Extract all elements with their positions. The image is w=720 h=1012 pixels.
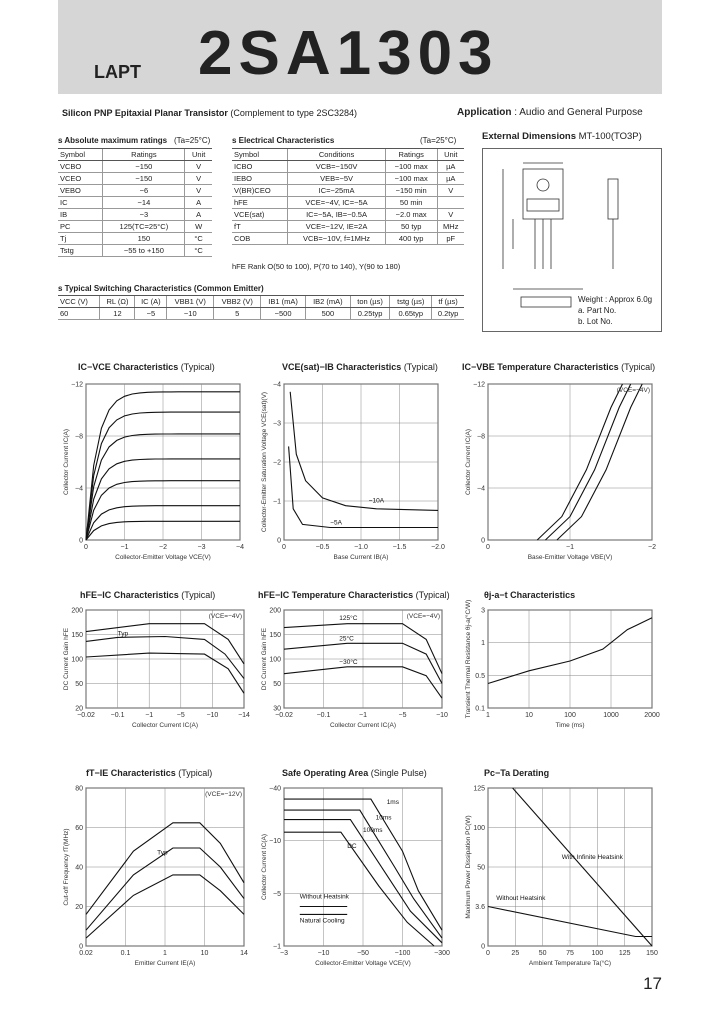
- table-cell: −2.0 max: [385, 209, 437, 221]
- curve-label: 25°C: [339, 635, 354, 643]
- external-dimensions-title: External Dimensions MT-100(TO3P): [482, 131, 642, 142]
- curve-label: −10A: [368, 497, 385, 505]
- y-tick-label: 50: [75, 681, 83, 688]
- y-tick-label: −3: [273, 420, 281, 428]
- abs-max-table: [58, 148, 212, 257]
- y-tick-label: −2: [273, 459, 281, 467]
- x-tick-label: −0.02: [275, 712, 293, 719]
- data-curve: [290, 392, 438, 511]
- y-tick-label: 20: [75, 904, 83, 911]
- x-tick-label: −0.1: [316, 712, 331, 719]
- x-tick-label: −1.5: [392, 544, 407, 551]
- table-cell: 12: [100, 308, 135, 320]
- curve-label: Natural Cooling: [299, 917, 345, 925]
- curve-label: −30°C: [339, 658, 358, 666]
- y-tick-label: 200: [269, 607, 281, 615]
- table-cell: V: [437, 209, 464, 221]
- table-header: VCC (V): [58, 296, 100, 308]
- table-header: IB1 (mA): [261, 296, 306, 308]
- table-row: [58, 197, 212, 209]
- switching-title: s Typical Switching Characteristics (Common Emitter): [58, 284, 264, 293]
- curve-label: 100ms: [363, 827, 383, 835]
- y-axis-label: Transient Thermal Resistance θj-a(°C/W): [465, 599, 472, 719]
- table-cell: −14: [103, 197, 185, 209]
- y-axis-label: Cut-off Frequency fT(MHz): [63, 828, 70, 906]
- table-cell: fT: [232, 221, 288, 233]
- table-row: [58, 221, 212, 233]
- y-tick-label: −4: [273, 381, 281, 389]
- table-cell: °C: [185, 245, 212, 257]
- y-tick-label: −12: [71, 381, 83, 389]
- y-tick-label: 50: [477, 864, 485, 872]
- table-header: RL (Ω): [100, 296, 135, 308]
- table-cell: A: [185, 209, 212, 221]
- x-tick-label: 10: [525, 712, 533, 719]
- chart8-title: Safe Operating Area (Single Pulse): [282, 768, 427, 778]
- table-cell: Tstg: [58, 245, 103, 257]
- chart-condition: (VCE=−12V): [205, 791, 242, 798]
- table-row: [232, 233, 464, 245]
- x-tick-label: −1: [359, 712, 367, 719]
- x-axis-label: Time (ms): [555, 722, 585, 729]
- switching-table: [58, 295, 464, 320]
- curve-label: Typ: [117, 630, 129, 638]
- table-cell: 125(TC=25°C): [103, 221, 185, 233]
- hfe-rank: hFE Rank O(50 to 100), P(70 to 140), Y(90 to 180): [232, 262, 401, 271]
- table-header: Unit: [185, 149, 212, 161]
- chart7-title: fT−IE Characteristics (Typical): [86, 768, 213, 778]
- x-tick-label: 150: [646, 950, 658, 957]
- y-axis-label: Collector Current IC(A): [261, 833, 268, 901]
- x-tick-label: 1000: [603, 712, 619, 719]
- y-tick-label: −8: [75, 433, 83, 441]
- table-cell: IC=−25mA: [288, 185, 386, 197]
- table-row: [58, 233, 212, 245]
- x-tick-label: −1: [145, 712, 154, 719]
- chart1-title: IC−VCE Characteristics (Typical): [78, 362, 215, 372]
- x-tick-label: −10: [317, 950, 330, 957]
- x-tick-label: −2: [159, 544, 167, 551]
- x-axis-label: Base Current IB(A): [333, 554, 389, 561]
- y-tick-label: −5: [273, 890, 281, 898]
- elec-table: [232, 148, 464, 245]
- table-cell: −150: [103, 173, 185, 185]
- table-header: Unit: [437, 149, 464, 161]
- table-row: [232, 221, 464, 233]
- x-tick-label: 75: [566, 950, 574, 957]
- y-axis-label: Maximum Power Dissipation PC(W): [465, 815, 472, 919]
- elec-condition: (Ta=25°C): [420, 136, 457, 145]
- data-curve: [545, 384, 630, 540]
- curve-label: 10ms: [375, 814, 392, 822]
- x-tick-label: 100: [591, 950, 604, 957]
- x-tick-label: 0: [282, 544, 286, 551]
- table-cell: IEBO: [232, 173, 288, 185]
- chart-vcesat-ib: [256, 372, 446, 562]
- curve-label: DC: [347, 843, 357, 851]
- title-banner: [58, 0, 662, 94]
- table-header: IB2 (mA): [305, 296, 350, 308]
- x-tick-label: 0: [486, 544, 490, 551]
- chart-condition: (VCE=−4V): [208, 613, 242, 620]
- y-tick-label: 0: [481, 537, 485, 545]
- table-cell: V: [185, 173, 212, 185]
- x-tick-label: 100: [564, 712, 576, 719]
- y-tick-label: 20: [75, 705, 83, 713]
- x-tick-label: −300: [434, 950, 450, 957]
- chart-pc-ta: [460, 776, 660, 968]
- y-tick-label: 3.6: [475, 904, 485, 911]
- x-axis-label: Base-Emitter Voltage VBE(V): [527, 554, 613, 561]
- table-cell: IC: [58, 197, 103, 209]
- x-tick-label: −0.02: [77, 712, 95, 719]
- table-header: tf (µs): [432, 296, 464, 308]
- table-row: [58, 308, 464, 320]
- chart4-title: hFE−IC Characteristics (Typical): [80, 590, 216, 600]
- x-tick-label: −1: [120, 544, 129, 551]
- table-cell: 0.65typ: [390, 308, 432, 320]
- table-cell: VCE=−12V, IE=2A: [288, 221, 386, 233]
- chart-soa: [256, 776, 450, 968]
- table-cell: 400 typ: [385, 233, 437, 245]
- y-tick-label: 40: [75, 864, 83, 872]
- chart-ic-vce: [58, 372, 248, 562]
- x-tick-label: −2.0: [431, 544, 445, 551]
- y-axis-label: DC Current Gain hFE: [63, 627, 70, 691]
- page-number: 17: [643, 974, 662, 993]
- x-tick-label: −5: [398, 712, 407, 719]
- y-tick-label: 0: [481, 943, 485, 951]
- table-cell: IC=−5A, IB=−0.5A: [288, 209, 386, 221]
- y-tick-label: −8: [477, 433, 485, 441]
- x-tick-label: 14: [240, 950, 248, 957]
- y-tick-label: 60: [75, 825, 83, 832]
- x-axis-label: Emitter Current IE(A): [134, 960, 196, 967]
- table-cell: −55 to +150: [103, 245, 185, 257]
- chart-hfe-ic-temp: [256, 598, 450, 730]
- chart-ft-ie: [58, 776, 252, 968]
- elec-title: s Electrical Characteristics: [232, 136, 335, 145]
- table-row: [232, 197, 464, 209]
- table-cell: −3: [103, 209, 185, 221]
- application-line: Application : Audio and General Purpose: [457, 107, 643, 118]
- y-tick-label: 100: [269, 656, 281, 664]
- x-tick-label: 0.02: [79, 950, 93, 957]
- table-cell: −10: [167, 308, 214, 320]
- curve-label: Without Heatsink: [496, 895, 546, 903]
- chart9-title: Pc−Ta Derating: [484, 768, 550, 778]
- x-tick-label: 25: [511, 950, 520, 957]
- table-cell: MHz: [437, 221, 464, 233]
- y-tick-label: 100: [71, 656, 83, 664]
- curve-label: Without Heatsink: [299, 893, 349, 901]
- table-cell: VCE(sat): [232, 209, 288, 221]
- table-cell: VCE=−4V, IC=−5A: [288, 197, 386, 209]
- table-cell: µA: [437, 161, 464, 173]
- table-cell: VCB=−10V, f=1MHz: [288, 233, 386, 245]
- table-row: [232, 185, 464, 197]
- x-tick-label: 0.1: [120, 950, 131, 957]
- curve-label: 125°C: [339, 614, 358, 622]
- table-cell: −500: [261, 308, 306, 320]
- table-cell: IB: [58, 209, 103, 221]
- table-cell: V: [437, 185, 464, 197]
- table-cell: PC: [58, 221, 103, 233]
- y-tick-label: −4: [75, 485, 83, 493]
- table-cell: ICBO: [232, 161, 288, 173]
- table-row: [58, 185, 212, 197]
- y-tick-label: 0: [79, 943, 83, 951]
- x-tick-label: −0.5: [315, 544, 330, 551]
- table-header: VBB1 (V): [167, 296, 214, 308]
- x-axis-label: Collector-Emitter Voltage VCE(V): [115, 554, 211, 561]
- table-cell: hFE: [232, 197, 288, 209]
- x-tick-label: −50: [357, 950, 369, 957]
- table-cell: −5: [135, 308, 167, 320]
- data-curve: [284, 832, 434, 946]
- y-tick-label: −1: [273, 943, 281, 951]
- y-tick-label: −12: [473, 381, 485, 389]
- x-tick-label: 1: [163, 950, 167, 957]
- table-cell: 50 typ: [385, 221, 437, 233]
- table-cell: µA: [437, 173, 464, 185]
- table-cell: 150: [103, 233, 185, 245]
- table-cell: −150 min: [385, 185, 437, 197]
- y-axis-label: Collector-Emitter Saturation Voltage VCE(sat)(V): [261, 391, 268, 533]
- x-tick-label: −0.1: [110, 712, 125, 719]
- x-axis-label: Collector Current IC(A): [329, 722, 397, 729]
- table-cell: COB: [232, 233, 288, 245]
- table-header: ton (µs): [350, 296, 390, 308]
- table-header: Conditions: [288, 149, 386, 161]
- data-curve: [86, 624, 244, 664]
- x-tick-label: 0: [486, 950, 490, 957]
- table-cell: −100 max: [385, 173, 437, 185]
- chart-hfe-ic: [58, 598, 252, 730]
- table-cell: A: [185, 197, 212, 209]
- table-cell: VEB=−5V: [288, 173, 386, 185]
- series-label: LAPT: [94, 62, 141, 82]
- y-tick-label: 150: [269, 632, 281, 639]
- y-tick-label: 150: [71, 632, 83, 639]
- x-tick-label: −10: [436, 712, 448, 719]
- x-tick-label: −1: [566, 544, 574, 551]
- chart-condition: (VCE=−4V): [616, 387, 650, 394]
- table-row: [58, 173, 212, 185]
- y-tick-label: 125: [473, 785, 485, 793]
- y-tick-label: 0.1: [475, 705, 485, 713]
- chart3-title: IC−VBE Temperature Characteristics (Typical): [462, 362, 656, 372]
- x-tick-label: −3: [197, 544, 206, 551]
- y-axis-label: Collector Current IC(A): [465, 428, 472, 496]
- x-tick-label: 50: [538, 950, 547, 957]
- y-tick-label: 50: [273, 681, 281, 688]
- x-tick-label: −10: [206, 712, 219, 719]
- table-header: tstg (µs): [390, 296, 432, 308]
- table-cell: 50 min: [385, 197, 437, 209]
- abs-max-condition: (Ta=25°C): [174, 136, 211, 145]
- part-number: 2SA1303: [198, 19, 499, 88]
- table-cell: W: [185, 221, 212, 233]
- table-row: [232, 161, 464, 173]
- y-tick-label: 3: [481, 607, 485, 615]
- chart-condition: (VCE=−4V): [406, 613, 440, 620]
- table-cell: 60: [58, 308, 100, 320]
- table-cell: 0.25typ: [350, 308, 390, 320]
- y-tick-label: −1: [273, 498, 281, 506]
- table-cell: [437, 197, 464, 209]
- table-cell: 5: [214, 308, 261, 320]
- y-tick-label: 80: [75, 785, 83, 793]
- x-tick-label: 10: [200, 950, 209, 957]
- x-tick-label: −4: [236, 544, 244, 551]
- table-row: [58, 245, 212, 257]
- table-cell: °C: [185, 233, 212, 245]
- table-header: Symbol: [232, 149, 288, 161]
- table-cell: −100 max: [385, 161, 437, 173]
- x-tick-label: 1: [486, 712, 490, 719]
- table-cell: V: [185, 161, 212, 173]
- table-cell: −6: [103, 185, 185, 197]
- chart5-title: hFE−IC Temperature Characteristics (Typical): [258, 590, 450, 600]
- table-cell: VCBO: [58, 161, 103, 173]
- abs-max-title: s Absolute maximum ratings: [58, 136, 168, 145]
- x-tick-label: −5: [176, 712, 185, 719]
- table-header: Ratings: [385, 149, 437, 161]
- x-tick-label: −2: [648, 544, 656, 551]
- chart-ic-vbe: [460, 372, 660, 562]
- x-tick-label: 0: [84, 544, 88, 551]
- y-tick-label: 0: [79, 537, 83, 545]
- table-cell: pF: [437, 233, 464, 245]
- table-cell: VCEO: [58, 173, 103, 185]
- y-tick-label: −10: [269, 838, 281, 846]
- x-tick-label: 125: [618, 950, 631, 957]
- y-tick-label: 200: [71, 607, 83, 615]
- y-tick-label: 30: [273, 705, 281, 713]
- x-tick-label: −14: [238, 712, 250, 719]
- table-cell: V: [185, 185, 212, 197]
- weight-notes: Weight : Approx 6.0g a. Part No. b. Lot No.: [578, 295, 653, 326]
- y-tick-label: 0.5: [475, 672, 485, 680]
- table-cell: V(BR)CEO: [232, 185, 288, 197]
- curve-label: 1ms: [386, 798, 399, 806]
- x-tick-label: −100: [394, 950, 411, 957]
- table-header: Ratings: [103, 149, 185, 161]
- y-tick-label: −40: [269, 785, 281, 793]
- table-row: [232, 173, 464, 185]
- x-tick-label: −1.0: [354, 544, 368, 551]
- table-row: [58, 161, 212, 173]
- table-cell: −150: [103, 161, 185, 173]
- chart-theta-t: [460, 598, 660, 730]
- y-axis-label: Collector Current IC(A): [63, 428, 70, 496]
- y-tick-label: 1: [481, 640, 485, 648]
- table-cell: 500: [305, 308, 350, 320]
- data-curve: [86, 637, 244, 679]
- chart2-title: VCE(sat)−IB Characteristics (Typical): [282, 362, 438, 372]
- table-row: [232, 209, 464, 221]
- y-tick-label: 0: [277, 537, 281, 545]
- table-header: Symbol: [58, 149, 103, 161]
- table-cell: Tj: [58, 233, 103, 245]
- y-tick-label: −4: [477, 485, 485, 493]
- x-tick-label: −3: [280, 950, 288, 957]
- x-tick-label: 2000: [644, 712, 660, 719]
- x-axis-label: Ambient Temperature Ta(°C): [528, 960, 612, 967]
- table-cell: VCB=−150V: [288, 161, 386, 173]
- y-axis-label: DC Current Gain hFE: [261, 627, 268, 691]
- device-description: Silicon PNP Epitaxial Planar Transistor (Complement to type 2SC3284): [62, 108, 357, 118]
- table-header: IC (A): [135, 296, 167, 308]
- table-row: [58, 209, 212, 221]
- curve-label: With Infinite Heatsink: [561, 854, 623, 862]
- curve-label: Typ: [157, 849, 168, 857]
- y-tick-label: 100: [473, 825, 485, 832]
- table-cell: VEBO: [58, 185, 103, 197]
- table-cell: 0.2typ: [432, 308, 464, 320]
- x-axis-label: Collector Current IC(A): [131, 722, 199, 729]
- table-header: VBB2 (V): [214, 296, 261, 308]
- x-axis-label: Collector-Emitter Voltage VCE(V): [315, 960, 411, 967]
- chart6-title: θj-a−t Characteristics: [484, 590, 576, 600]
- curve-label: −5A: [330, 519, 342, 527]
